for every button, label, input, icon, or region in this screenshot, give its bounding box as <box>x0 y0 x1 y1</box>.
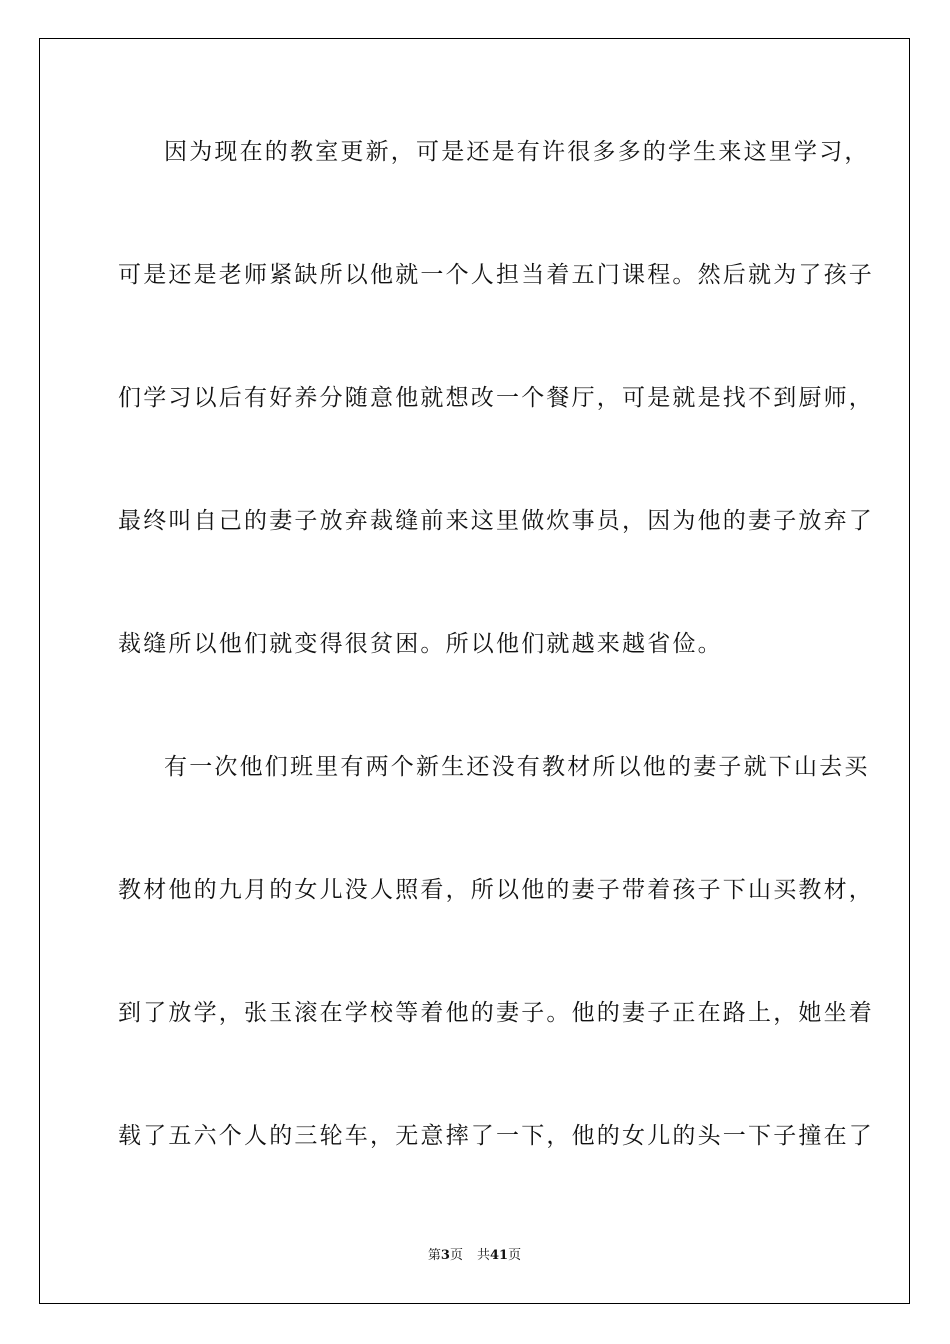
text-line: 裁缝所以他们就变得很贫困。所以他们就越来越省俭。 <box>118 631 723 657</box>
footer-page-suffix: 页 <box>449 1248 463 1263</box>
text-line: 最终叫自己的妻子放弃裁缝前来这里做炊事员，因为他的妻子放弃了 <box>118 508 874 534</box>
text-line: 载了五六个人的三轮车，无意摔了一下，他的女儿的头一下子撞在了 <box>118 1123 874 1149</box>
footer-page-number: 3 <box>440 1248 450 1263</box>
text-line: 有一次他们班里有两个新生还没有教材所以他的妻子就下山去买 <box>164 754 870 780</box>
page-footer <box>40 1247 909 1265</box>
text-line: 可是还是老师紧缺所以他就一个人担当着五门课程。然后就为了孩子 <box>118 262 874 288</box>
text-line: 教材他的九月的女儿没人照看，所以他的妻子带着孩子下山买教材， <box>118 877 874 903</box>
text-line: 到了放学，张玉滚在学校等着他的妻子。他的妻子正在路上，她坐着 <box>118 1000 874 1026</box>
footer-total-prefix: 共 <box>476 1248 490 1263</box>
footer-total-suffix: 页 <box>508 1248 522 1263</box>
footer-total-pages: 41 <box>489 1248 509 1263</box>
document-page <box>39 38 910 1304</box>
text-line: 们学习以后有好养分随意他就想改一个餐厅，可是就是找不到厨师， <box>118 385 874 411</box>
footer-prefix: 第 <box>427 1248 441 1263</box>
text-line: 因为现在的教室更新，可是还是有许很多多的学生来这里学习， <box>164 139 870 165</box>
